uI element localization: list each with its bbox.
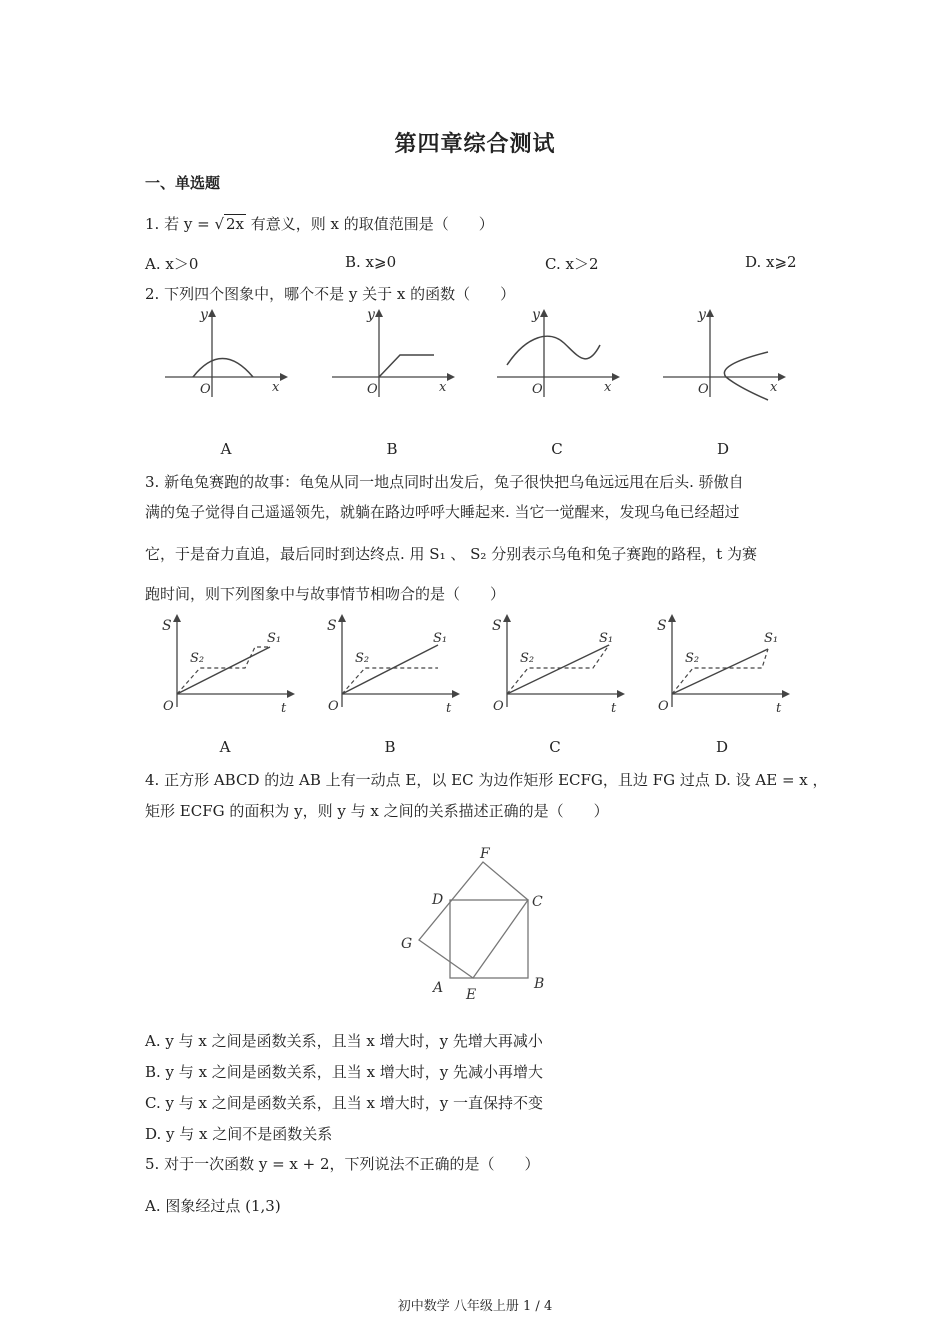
q4-option-c: C. y 与 x 之间是函数关系，且当 x 增大时，y 一直保持不变: [145, 1094, 543, 1112]
page-title: 第四章综合测试: [394, 131, 556, 157]
q3-graph-b: [320, 612, 460, 722]
q3c-s-label: S: [492, 618, 502, 634]
q2d-origin: O: [698, 382, 709, 397]
q2d-y-label: y: [698, 307, 706, 323]
point-a-label: A: [433, 980, 444, 996]
q3d-s1-label: S₁: [764, 631, 779, 646]
q4-line-1: 4. 正方形 ABCD 的边 AB 上有一动点 E，以 EC 为边作矩形 ECFG，且边 FG 过点 D. 设 AE = x ，: [145, 771, 828, 789]
q3b-s2-label: S₂: [355, 651, 370, 666]
q1-stem-suffix: 有意义，则 x 的取值范围是（ ）: [246, 215, 494, 233]
point-c-label: C: [532, 894, 543, 910]
q4-option-b: B. y 与 x 之间是函数关系，且当 x 增大时，y 先减小再增大: [145, 1063, 544, 1081]
q3a-s1-label: S₁: [267, 631, 282, 646]
page-footer: 初中数学 八年级上册 1 / 4: [397, 1299, 553, 1314]
q3-graph-d: [650, 612, 790, 722]
q3a-s-label: S: [162, 618, 172, 634]
q1-radical: 2x: [226, 215, 245, 233]
q3-line-3: 它，于是奋力直追，最后同时到达终点. 用 S₁ 、 S₂ 分别表示乌龟和兔子赛跑的路程，t 为赛: [145, 545, 757, 563]
q1-option-a: A. x＞0: [145, 255, 199, 273]
q3d-s2-label: S₂: [685, 651, 700, 666]
q3c-s1-label: S₁: [599, 631, 614, 646]
q3a-origin: O: [163, 699, 174, 714]
q3-label-d: D: [715, 738, 729, 756]
q3c-t-label: t: [611, 701, 617, 716]
q3b-s-label: S: [327, 618, 337, 634]
q2-graph-c: [492, 305, 622, 400]
point-d-label: D: [432, 892, 444, 908]
q3d-t-label: t: [776, 701, 782, 716]
q4-geometry-figure: [395, 840, 555, 1005]
q2-label-a: A: [220, 440, 232, 458]
q3d-s-label: S: [657, 618, 667, 634]
q3a-t-label: t: [281, 701, 287, 716]
q2-graph-b: [327, 305, 457, 400]
q3-graph-c: [485, 612, 625, 722]
q2-label-c: C: [551, 440, 563, 458]
q2c-origin: O: [532, 382, 543, 397]
q5-option-a: A. 图象经过点 (1,3): [145, 1197, 281, 1215]
q2a-x-label: x: [272, 380, 280, 395]
q2c-x-label: x: [604, 380, 612, 395]
q4-option-d: D. y 与 x 之间不是函数关系: [145, 1125, 333, 1143]
q2-graph-a: [160, 305, 290, 400]
sqrt-symbol: √: [214, 215, 224, 233]
point-g-label: G: [401, 936, 413, 952]
q1-option-d: D. x⩾2: [745, 253, 797, 271]
q2d-x-label: x: [770, 380, 778, 395]
q3c-s2-label: S₂: [520, 651, 535, 666]
q3b-s1-label: S₁: [433, 631, 448, 646]
q2b-origin: O: [367, 382, 378, 397]
q4-line-2: 矩形 ECFG 的面积为 y，则 y 与 x 之间的关系描述正确的是（ ）: [145, 802, 609, 820]
q2b-y-label: y: [367, 307, 375, 323]
q3-label-b: B: [384, 738, 396, 756]
q3-graph-a: [155, 612, 295, 722]
section-heading: 一、单选题: [145, 174, 221, 192]
q2-stem: 2. 下列四个图象中，哪个不是 y 关于 x 的函数（ ）: [145, 285, 516, 303]
q2c-y-label: y: [532, 307, 540, 323]
point-b-label: B: [534, 976, 545, 992]
q3-label-a: A: [219, 738, 231, 756]
point-e-label: E: [466, 987, 477, 1003]
q3a-s2-label: S₂: [190, 651, 205, 666]
q3b-t-label: t: [446, 701, 452, 716]
q3-line-4: 跑时间，则下列图象中与故事情节相吻合的是（ ）: [145, 585, 506, 603]
q1-option-c: C. x＞2: [545, 255, 599, 273]
q2-label-b: B: [386, 440, 398, 458]
q3-line-1: 3. 新龟兔赛跑的故事：龟兔从同一地点同时出发后，兔子很快把乌龟远远甩在后头. 骄傲自: [145, 473, 744, 491]
q1-stem: [145, 213, 494, 234]
q3c-origin: O: [493, 699, 504, 714]
q2-label-d: D: [716, 440, 730, 458]
q2a-y-label: y: [200, 307, 208, 323]
q3-label-c: C: [549, 738, 561, 756]
q3b-origin: O: [328, 699, 339, 714]
point-f-label: F: [480, 846, 490, 862]
q1-option-b: B. x⩾0: [345, 253, 397, 271]
q3-line-2: 满的兔子觉得自己遥遥领先，就躺在路边呼呼大睡起来. 当它一觉醒来，发现乌龟已经超过: [145, 503, 740, 521]
q1-stem-prefix: 1. 若 y =: [145, 215, 215, 233]
q3d-origin: O: [658, 699, 669, 714]
q2a-origin: O: [200, 382, 211, 397]
q2-graph-d: [658, 305, 788, 400]
q5-stem: 5. 对于一次函数 y = x + 2，下列说法不正确的是（ ）: [145, 1155, 540, 1173]
q2b-x-label: x: [439, 380, 447, 395]
q4-option-a: A. y 与 x 之间是函数关系，且当 x 增大时，y 先增大再减小: [145, 1032, 543, 1050]
